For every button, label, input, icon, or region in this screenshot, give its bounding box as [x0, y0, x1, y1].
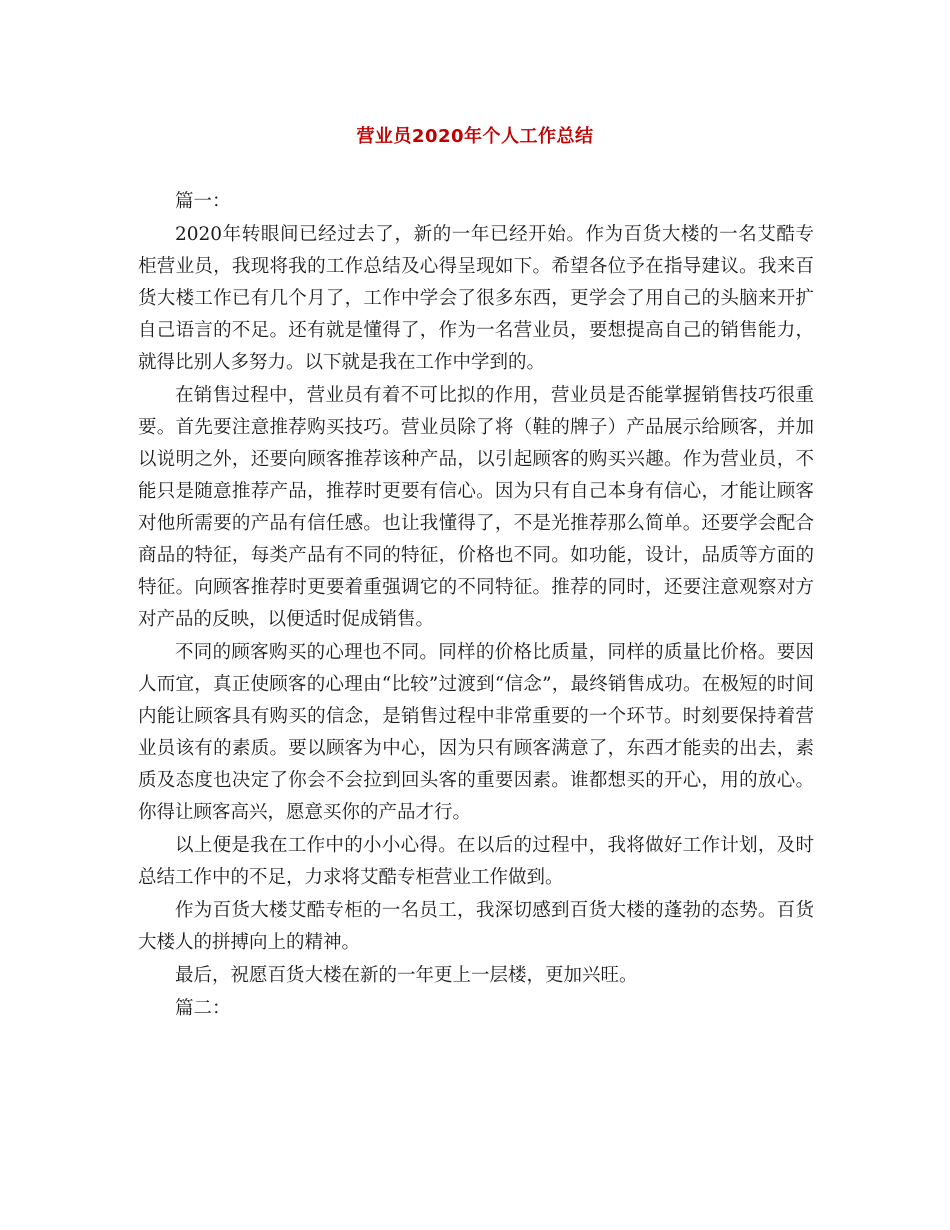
section-heading-2: 篇二： — [175, 998, 231, 1019]
paragraph: 以上便是我在工作中的小小心得。在以后的过程中，我将做好工作计划，及时总结工作中的不足，力求将艾酷专柜营业工作做到。 — [138, 835, 814, 888]
section-heading-1: 篇一： — [175, 191, 231, 212]
document-body — [138, 186, 814, 1026]
paragraph: 2020年转眼间已经过去了，新的一年已经开始。作为百货大楼的一名艾酷专柜营业员，我现将我的工作总结及心得呈现如下。希望各位予在指导建议。我来百货大楼工作已有几个月了，工作中学会了很多东西，更学会了用自己的头脑来开扩自己语言的不足。还有就是懂得了，作为一名营业员，要想提高自己的销售能力，就得比别人多努力。以下就是我在工作中学到的。 — [138, 224, 814, 373]
paragraph: 不同的顾客购买的心理也不同。同样的价格比质量，同样的质量比价格。要因人而宜，真正使顾客的心理由“比较”过渡到“信念”，最终销售成功。在极短的时间内能让顾客具有购买的信念，是销售过程中非常重要的一个环节。时刻要保持着营业员该有的素质。要以顾客为中心，因为只有顾客满意了，东西才能卖的出去，素质及态度也决定了你会不会拉到回头客的重要因素。谁都想买的开心，用的放心。你得让顾客高兴，愿意买你的产品才行。 — [138, 642, 814, 823]
paragraph: 在销售过程中，营业员有着不可比拟的作用，营业员是否能掌握销售技巧很重要。首先要注意推荐购买技巧。营业员除了将（鞋的牌子）产品展示给顾客，并加以说明之外，还要向顾客推荐该种产品，以引起顾客的购买兴趣。作为营业员，不能只是随意推荐产品，推荐时更要有信心。因为只有自己本身有信心，才能让顾客对他所需要的产品有信任感。也让我懂得了，不是光推荐那么简单。还要学会配合商品的特征，每类产品有不同的特征，价格也不同。如功能，设计，品质等方面的特征。向顾客推荐时更要着重强调它的不同特征。推荐的同时，还要注意观察对方对产品的反映，以便适时促成销售。 — [138, 385, 814, 630]
paragraph: 作为百货大楼艾酷专柜的一名员工，我深切感到百货大楼的蓬勃的态势。百货大楼人的拼搏向上的精神。 — [138, 900, 814, 953]
document-title: 营业员2020年个人工作总结 — [356, 126, 594, 147]
paragraph: 最后，祝愿百货大楼在新的一年更上一层楼，更加兴旺。 — [175, 965, 638, 986]
